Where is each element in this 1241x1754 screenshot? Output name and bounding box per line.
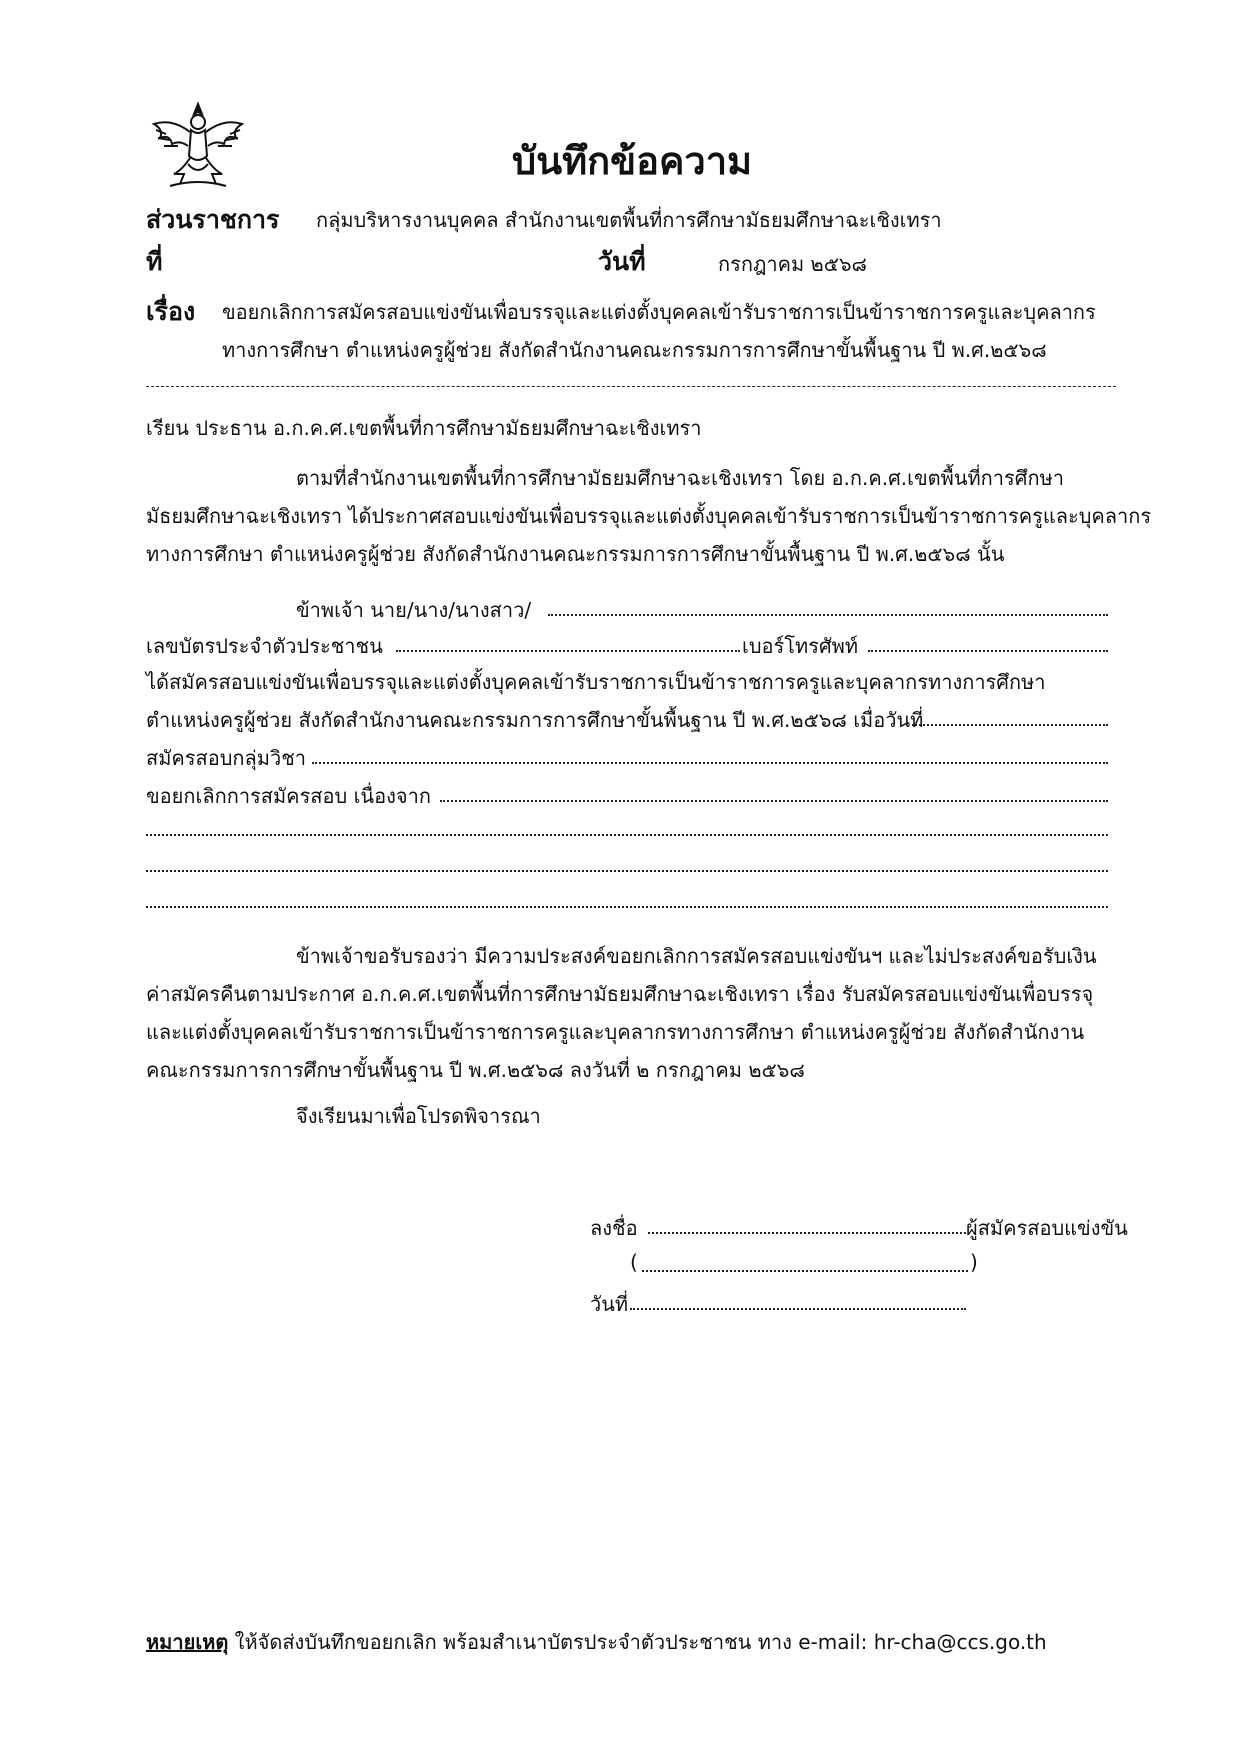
agency-label: ส่วนราชการ [146,205,280,234]
reason-line-3[interactable] [146,870,1108,872]
name-label: ข้าพเจ้า นาย/นาง/นางสาว/ [296,598,532,622]
applied-date-field[interactable] [912,724,1108,726]
signature-field[interactable] [648,1232,966,1234]
para2-line-1: ข้าพเจ้าขอรับรองว่า มีความประสงค์ขอยกเลิกการสมัครสอบแข่งขันฯ และไม่ประสงค์ขอรับเงิน [296,944,1097,968]
para1-line-2: มัธยมศึกษาฉะเชิงเทรา ได้ประกาศสอบแข่งขันเพื่อบรรจุและแต่งตั้งบุคคลเข้ารับราชการเป็นข้าราชการครูและบุคลากร [146,504,1152,528]
printed-name-field[interactable] [642,1270,968,1272]
para1-line-1: ตามที่สำนักงานเขตพื้นที่การศึกษามัธยมศึกษาฉะเชิงเทรา โดย อ.ก.ค.ศ.เขตพื้นที่การศึกษา [296,466,1064,490]
footer-note [146,1626,1047,1658]
reason-field[interactable] [440,800,1108,802]
para1-line-3: ทางการศึกษา ตำแหน่งครูผู้ช่วย สังกัดสำนักงานคณะกรรมการการศึกษาขั้นพื้นฐาน ปี พ.ศ.๒๕๖๘ นั้น [146,542,1005,566]
date-value: กรกฎาคม ๒๕๖๘ [718,252,867,276]
memo-title: บันทึกข้อความ [512,139,753,183]
subject-line-1: ขอยกเลิกการสมัครสอบแข่งขันเพื่อบรรจุและแต่งตั้งบุคคลเข้ารับราชการเป็นข้าราชการครูและบุคลากร [222,300,1096,324]
subject-line-2: ทางการศึกษา ตำแหน่งครูผู้ช่วย สังกัดสำนักงานคณะกรรมการการศึกษาขั้นพื้นฐาน ปี พ.ศ.๒๕๖๘ [222,338,1047,362]
id-field[interactable] [396,650,740,652]
phone-label: เบอร์โทรศัพท์ [742,634,859,658]
id-label: เลขบัตรประจำตัวประชาชน [146,634,383,658]
header-separator [146,386,1116,387]
sign-label: ลงชื่อ [590,1216,638,1240]
ref-label: ที่ [146,247,163,276]
subject-label: เรื่อง [146,297,196,326]
reason-line-4[interactable] [146,906,1108,908]
paren-close: ) [970,1250,978,1274]
agency-value: กลุ่มบริหารงานบุคคล สำนักงานเขตพื้นที่การศึกษามัธยมศึกษาฉะเชิงเทรา [316,208,942,232]
para2-line-3: และแต่งตั้งบุคคลเข้ารับราชการเป็นข้าราชการครูและบุคลากรทางการศึกษา ตำแหน่งครูผู้ช่วย สังกัดสำนักงาน [146,1020,1085,1044]
salutation: เรียน ประธาน อ.ก.ค.ศ.เขตพื้นที่การศึกษามัธยมศึกษาฉะเชิงเทรา [146,416,702,440]
garuda-emblem [150,100,246,192]
reason-line-2[interactable] [146,834,1108,836]
name-field[interactable] [548,614,1108,616]
para2-line-4: คณะกรรมการการศึกษาขั้นพื้นฐาน ปี พ.ศ.๒๕๖๘ ลงวันที่ ๒ กรกฎาคม ๒๕๖๘ [146,1058,805,1082]
para2-line-2: ค่าสมัครคืนตามประกาศ อ.ก.ค.ศ.เขตพื้นที่การศึกษามัธยมศึกษาฉะเชิงเทรา เรื่อง รับสมัครสอบแข่งขันเพื่อบรรจุ [146,982,1094,1006]
note-text: ให้จัดส่งบันทึกขอยกเลิก พร้อมสำเนาบัตรประจำตัวประชาชน ทาง e-mail: hr-cha@ccs.go.th [228,1630,1047,1654]
reason-label: ขอยกเลิกการสมัครสอบ เนื่องจาก [146,784,431,808]
subject-group-field[interactable] [312,762,1108,764]
signer-role: ผู้สมัครสอบแข่งขัน [966,1216,1128,1240]
applied-line-1: ได้สมัครสอบแข่งขันเพื่อบรรจุและแต่งตั้งบุคคลเข้ารับราชการเป็นข้าราชการครูและบุคลากรทางการศึกษา [146,670,1046,694]
closing: จึงเรียนมาเพื่อโปรดพิจารณา [296,1104,541,1128]
applied-line-2: ตำแหน่งครูผู้ช่วย สังกัดสำนักงานคณะกรรมการการศึกษาขั้นพื้นฐาน ปี พ.ศ.๒๕๖๘ เมื่อวันที่ [146,708,924,732]
date-label: วันที่ [598,247,646,276]
sign-date-label: วันที่ [590,1292,629,1316]
phone-field[interactable] [868,650,1108,652]
note-label: หมายเหตุ [146,1630,229,1654]
paren-open: ( [630,1250,638,1274]
subject-group-label: สมัครสอบกลุ่มวิชา [146,746,307,770]
sign-date-field[interactable] [630,1308,966,1310]
